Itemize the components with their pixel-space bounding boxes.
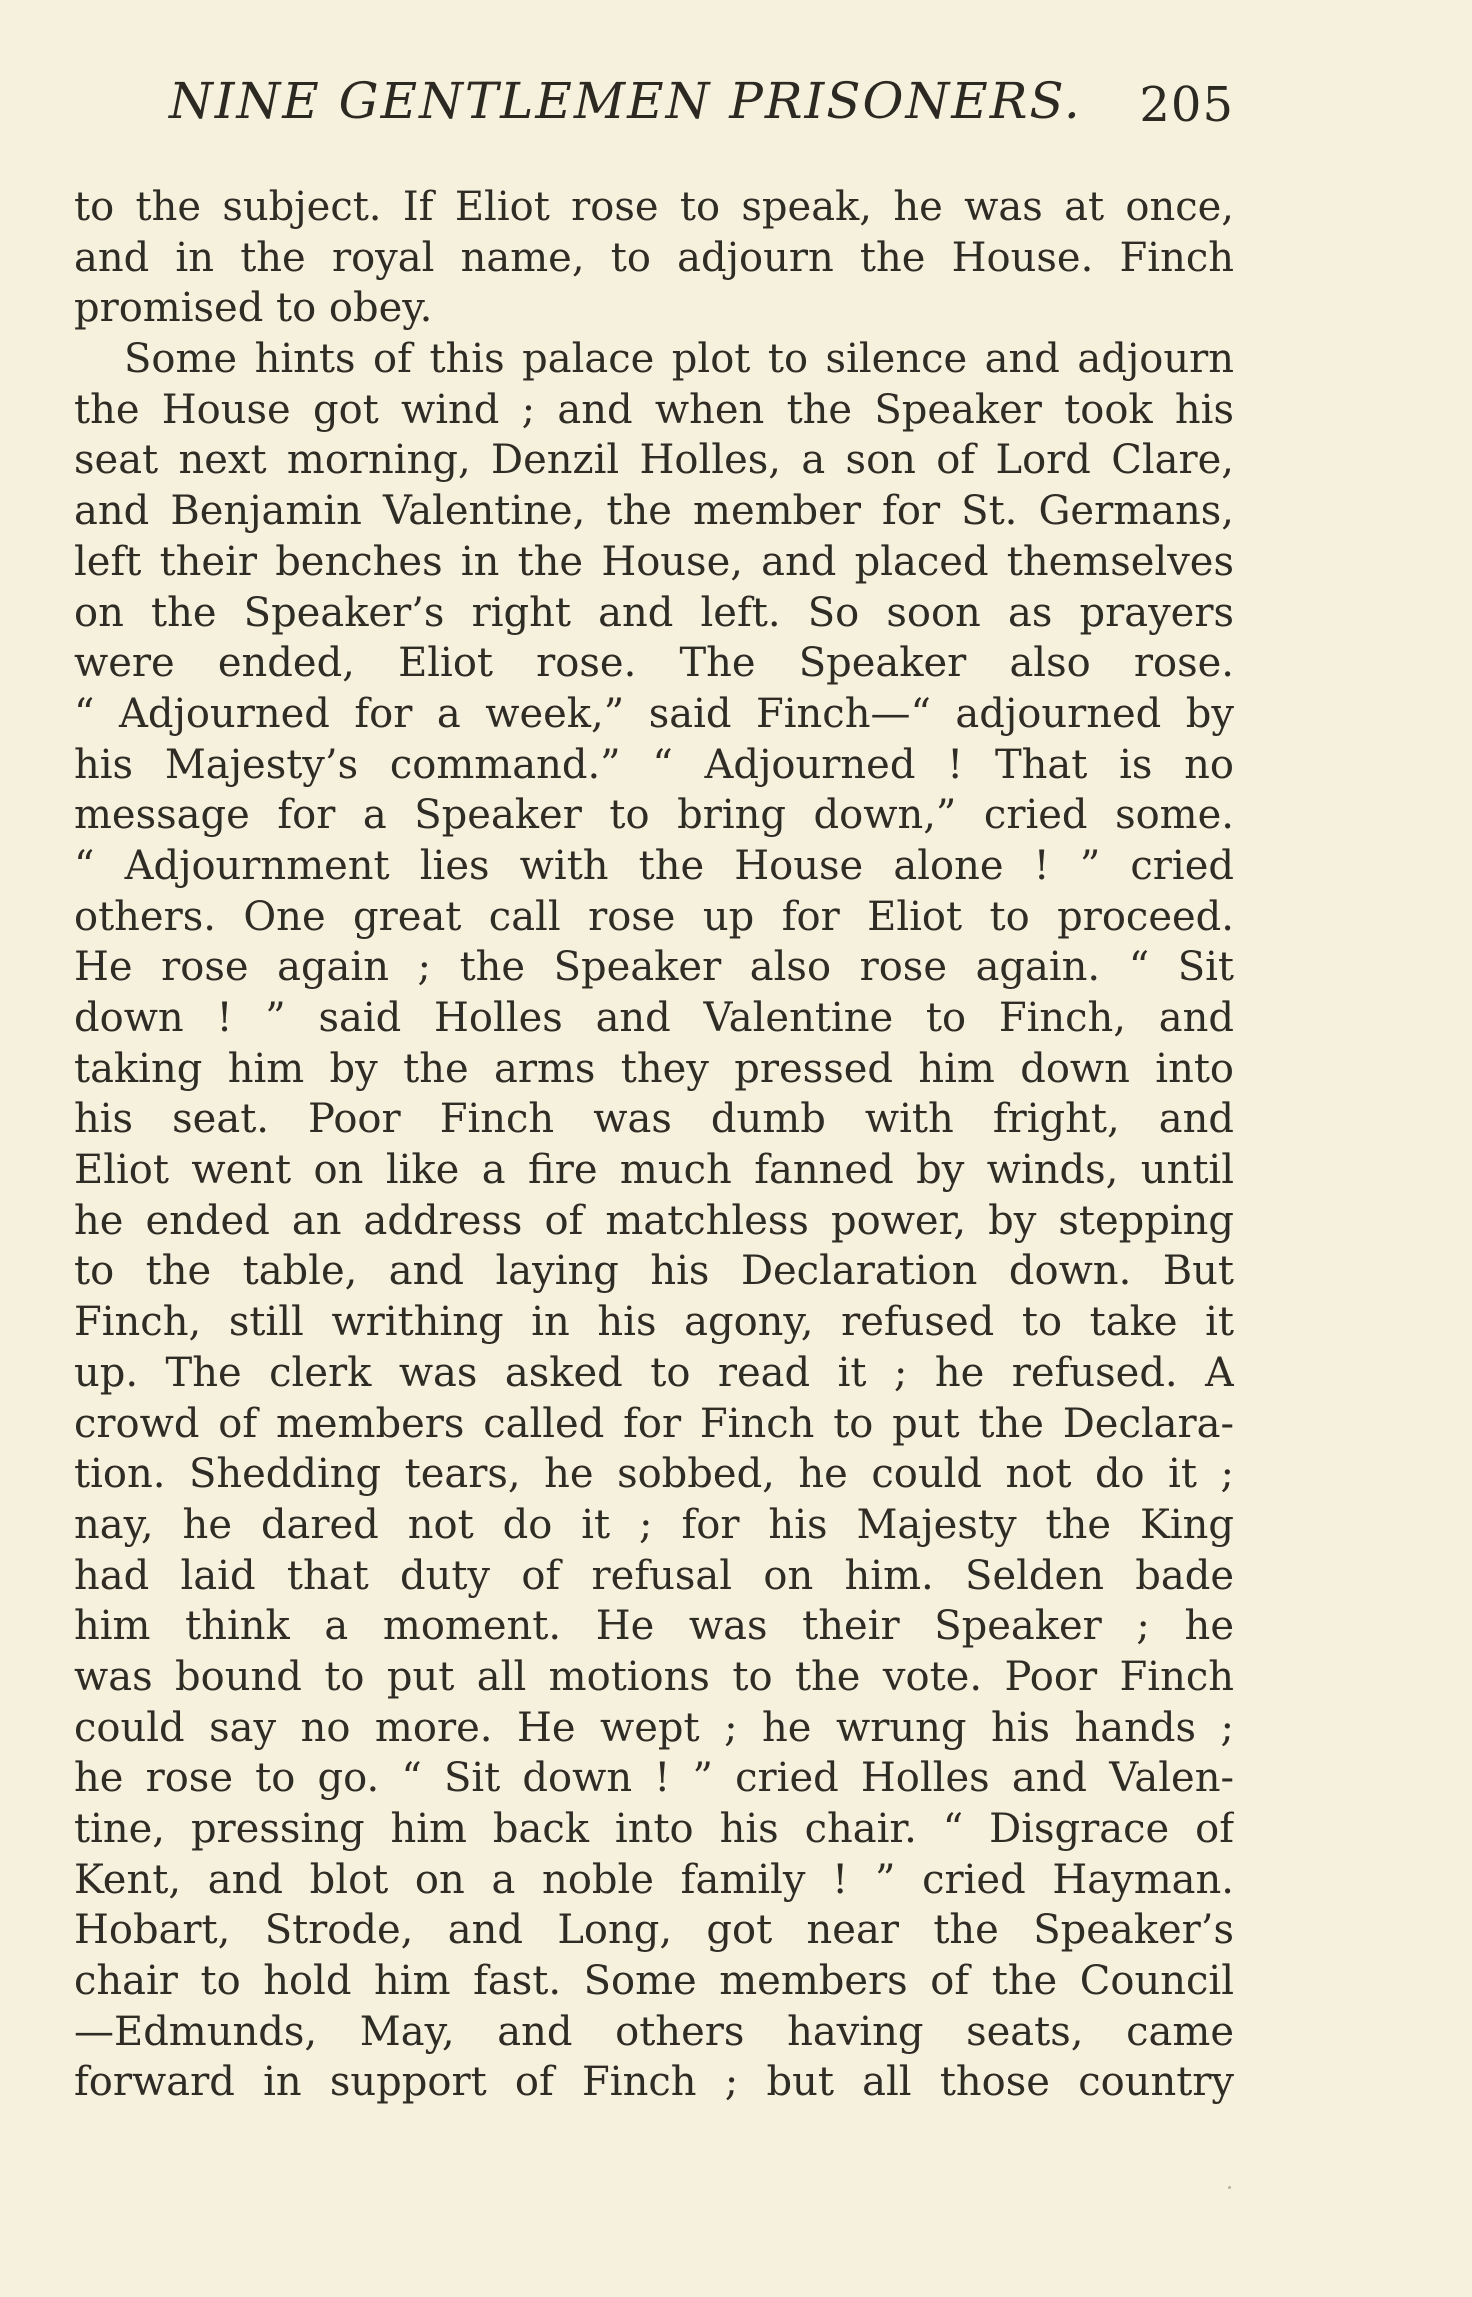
text-line: the House got wind ; and when the Speaker took his xyxy=(74,386,1234,433)
text-line: He rose again ; the Speaker also rose again. “ Sit xyxy=(74,944,1234,991)
text-line: nay, he dared not do it ; for his Majesty the King xyxy=(74,1501,1234,1548)
text-line: chair to hold him fast. Some members of the Council xyxy=(74,1958,1234,2005)
text-line: taking him by the arms they pressed him down into xyxy=(74,1045,1234,1092)
text-line: up. The clerk was asked to read it ; he refused. A xyxy=(74,1349,1234,1396)
text-line: on the Speaker’s right and left. So soon as prayers xyxy=(74,589,1234,636)
text-line: others. One great call rose up for Eliot to proceed. xyxy=(74,893,1234,940)
text-line: he ended an address of matchless power, by stepping xyxy=(74,1197,1234,1244)
text-line: message for a Speaker to bring down,” cried some. xyxy=(74,792,1234,839)
text-line: were ended, Eliot rose. The Speaker also rose. xyxy=(74,640,1234,687)
running-head xyxy=(74,66,1234,136)
page-number: 205 xyxy=(1139,77,1234,133)
text-line: down ! ” said Holles and Valentine to Finch, and xyxy=(74,995,1234,1041)
text-line: “ Adjourned for a week,” said Finch—“ adjourned by xyxy=(74,690,1234,737)
text-line: Some hints of this palace plot to silence and adjourn xyxy=(124,336,1234,383)
text-line: him think a moment. He was their Speaker ; he xyxy=(74,1603,1234,1650)
text-line: his Majesty’s command.” “ Adjourned ! That is no xyxy=(74,741,1234,788)
text-line: and in the royal name, to adjourn the House. Finch xyxy=(74,234,1234,281)
text-line: he rose to go. “ Sit down ! ” cried Holles and Valen- xyxy=(74,1755,1234,1802)
text-line: could say no more. He wept ; he wrung his hands ; xyxy=(74,1704,1234,1751)
text-line: had laid that duty of refusal on him. Selden bade xyxy=(74,1552,1234,1599)
running-title: NINE GENTLEMEN PRISONERS. xyxy=(169,72,1082,130)
text-line: Finch, still writhing in his agony, refused to take it xyxy=(74,1299,1234,1346)
text-line: Eliot went on like a fire much fanned by winds, until xyxy=(74,1147,1234,1194)
text-line: crowd of members called for Finch to put the Declara- xyxy=(74,1400,1234,1447)
text-line: seat next morning, Denzil Holles, a son of Lord Clare, xyxy=(74,437,1234,484)
text-line: to the table, and laying his Declaration down. But xyxy=(74,1248,1234,1295)
text-line: was bound to put all motions to the vote. Poor Finch xyxy=(74,1653,1234,1700)
text-line: his seat. Poor Finch was dumb with fright, and xyxy=(74,1096,1234,1143)
text-line: left their benches in the House, and placed themselves xyxy=(74,538,1234,585)
text-line: and Benjamin Valentine, the member for St. Germans, xyxy=(74,488,1234,535)
text-line: tine, pressing him back into his chair. “ Disgrace of xyxy=(74,1806,1234,1852)
text-line: to the subject. If Eliot rose to speak, he was at once, xyxy=(74,184,1234,230)
text-line: promised to obey. xyxy=(74,285,433,332)
text-line: forward in support of Finch ; but all those country xyxy=(74,2059,1234,2106)
text-line: —Edmunds, May, and others having seats, came xyxy=(74,2008,1234,2055)
text-line: tion. Shedding tears, he sobbed, he could not do it ; xyxy=(74,1451,1234,1498)
text-line: Hobart, Strode, and Long, got near the Speaker’s xyxy=(74,1907,1234,1954)
body-text xyxy=(74,182,1234,2108)
paper-speck xyxy=(1228,2186,1231,2189)
text-line: “ Adjournment lies with the House alone ! ” cried xyxy=(74,842,1234,889)
text-line: Kent, and blot on a noble family ! ” cried Hayman. xyxy=(74,1856,1234,1903)
